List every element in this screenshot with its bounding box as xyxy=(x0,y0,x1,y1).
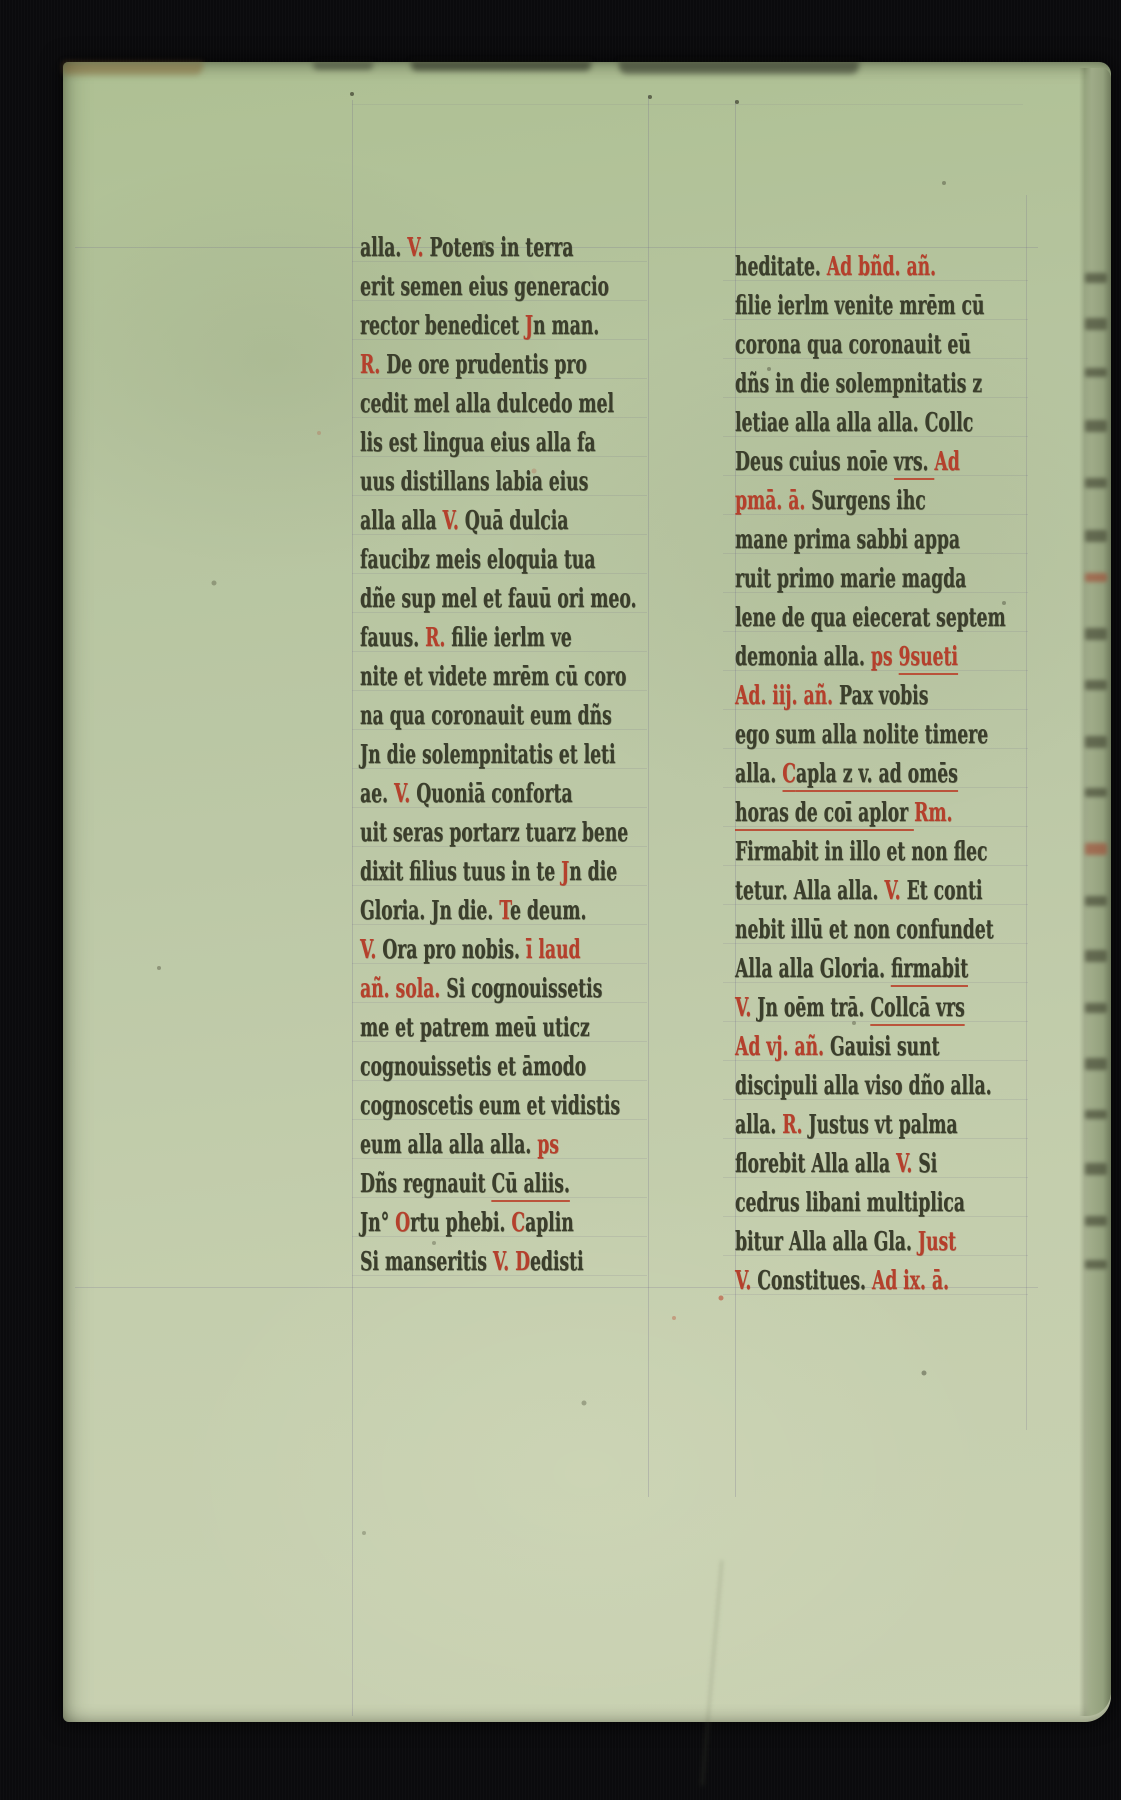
text-line xyxy=(735,951,968,990)
ink-text: heditate. xyxy=(735,252,827,282)
ink-text: Justus vt palma xyxy=(808,1110,958,1140)
text-line xyxy=(735,444,960,483)
rubric-text: ps xyxy=(537,1130,559,1160)
rubric-text: Ad bñd. añ. xyxy=(826,252,937,282)
ink-text: Quoniā conforta xyxy=(416,779,573,809)
ink-text: eum alla alla alla. xyxy=(360,1130,538,1160)
rubric-text: J xyxy=(561,857,570,887)
edge-text-smudge xyxy=(1085,788,1107,797)
text-line xyxy=(360,1088,620,1127)
ink-text: vrs. xyxy=(894,447,935,480)
text-line xyxy=(360,1205,574,1244)
rubric-text: V. xyxy=(492,1247,516,1277)
rubric-text: C xyxy=(511,1208,526,1238)
rubric-text: añ. sola. xyxy=(360,974,447,1004)
rubric-text: V. xyxy=(884,876,907,906)
ink-text: tetur. Alla alla. xyxy=(735,876,885,906)
text-line xyxy=(360,1166,570,1205)
ink-text: alla. xyxy=(735,759,783,789)
ink-text: dñs in die solempnitatis z xyxy=(735,369,983,399)
rubric-text: R. xyxy=(782,1110,809,1140)
ink-text: alla alla xyxy=(360,506,443,536)
rubric-text: Ad. iij. añ. xyxy=(735,681,840,711)
ink-text: cognouissetis et āmodo xyxy=(360,1052,587,1082)
ink-text: filie ierlm ve xyxy=(451,623,572,653)
ink-text: Gauisi sunt xyxy=(829,1032,940,1062)
text-line xyxy=(735,405,973,444)
text-line xyxy=(360,269,609,308)
vertical-ruling xyxy=(1026,195,1027,1430)
text-line xyxy=(360,503,568,542)
top-edge-stain xyxy=(313,62,373,70)
ink-text: apla z v. ad omēs xyxy=(796,759,958,792)
rubric-text: ī laud xyxy=(525,935,581,965)
corner-stain xyxy=(63,62,203,75)
edge-text-smudge xyxy=(1085,1058,1107,1070)
ink-text: lis est lingua eius alla fa xyxy=(360,428,596,458)
text-line xyxy=(360,971,602,1010)
text-line xyxy=(360,386,614,425)
text-line xyxy=(735,1185,965,1224)
rubric-text: V. xyxy=(407,233,430,263)
ink-text: Surgens ihc xyxy=(811,486,926,516)
horizontal-ruling xyxy=(352,104,1023,105)
text-line xyxy=(360,893,586,932)
ink-text: ae. xyxy=(360,779,394,809)
edge-text-smudge xyxy=(1085,1216,1107,1226)
text-line xyxy=(735,1029,939,1068)
ink-text: Deus cuius noīe xyxy=(735,447,894,477)
ink-text: firmabit xyxy=(891,954,968,987)
rubric-text: Just xyxy=(917,1227,957,1257)
edge-text-smudge xyxy=(1085,530,1107,542)
edge-text-smudge xyxy=(1085,368,1107,377)
ink-text: Dñs regnauit xyxy=(360,1169,492,1199)
ink-text: rtu phebi. xyxy=(410,1208,512,1238)
edge-text-smudge xyxy=(1085,1110,1107,1119)
ink-text: letiae alla alla alla. Collc xyxy=(735,408,974,438)
ink-text: edisti xyxy=(530,1247,584,1277)
ink-text: florebit Alla alla xyxy=(735,1149,896,1179)
rubric-text: J xyxy=(524,311,534,341)
ink-text: Gla. xyxy=(873,1227,918,1257)
ink-text: horas de coī aplor xyxy=(735,798,914,831)
text-line xyxy=(735,327,971,366)
ink-text: Si manseritis xyxy=(360,1247,493,1277)
ink-text: lene de qua eiecerat septem xyxy=(735,603,1006,633)
edge-text-smudge xyxy=(1085,736,1107,748)
rubric-text: R. xyxy=(425,623,452,653)
rubric-text: C xyxy=(782,759,796,792)
edge-text-smudge xyxy=(1085,318,1107,330)
text-line xyxy=(360,737,616,776)
text-line xyxy=(735,756,958,795)
text-line xyxy=(735,522,960,561)
ink-text: Et conti xyxy=(906,876,983,906)
ink-text: mane prima sabbi appa xyxy=(735,525,960,555)
text-line xyxy=(360,698,612,737)
text-line xyxy=(735,366,982,405)
text-line xyxy=(360,308,599,347)
vertical-ruling xyxy=(352,100,353,1716)
text-line xyxy=(735,717,988,756)
rubric-text: V. xyxy=(735,993,758,1023)
ink-text: Jn oēm trā. xyxy=(757,993,871,1023)
ink-text: Si xyxy=(918,1149,938,1179)
ink-text: Collcā vrs xyxy=(870,993,964,1026)
ink-text: n die xyxy=(569,857,618,887)
ink-text: corona qua coronauit eū xyxy=(735,330,971,360)
text-line xyxy=(360,542,595,581)
text-line xyxy=(360,581,636,620)
ink-text: alla. xyxy=(735,1110,783,1140)
ink-text: Cū aliis. xyxy=(491,1169,569,1202)
text-line xyxy=(360,1127,559,1166)
edge-text-smudge xyxy=(1085,950,1107,962)
rubric-text: pmā. ā. xyxy=(735,486,812,516)
text-line xyxy=(360,776,572,815)
text-line xyxy=(360,932,580,971)
adjacent-page-edge xyxy=(1079,68,1111,1716)
text-line xyxy=(735,990,965,1029)
ink-text: uus distillans labia eius xyxy=(360,467,589,497)
ink-text: dixit filius tuus in te xyxy=(360,857,562,887)
ink-text: ego sum alla nolite timere xyxy=(735,720,989,750)
pricking-hole xyxy=(350,92,354,96)
ink-text: nite et videte mrēm cū coro xyxy=(360,662,627,692)
ink-text: Jn die solempnitatis et leti xyxy=(360,740,616,770)
rubric-text: V. xyxy=(895,1149,919,1179)
rubric-text: V. xyxy=(393,779,417,809)
rubric-text: Ad vj. añ. xyxy=(735,1032,830,1062)
edge-text-smudge xyxy=(1085,1163,1107,1175)
ink-text: Constitues. xyxy=(757,1266,872,1296)
edge-text-smudge xyxy=(1085,680,1107,690)
ink-text: demonia alla. xyxy=(735,642,871,672)
text-line xyxy=(735,639,958,678)
rubric-text: V. xyxy=(442,506,465,536)
edge-text-smudge xyxy=(1085,843,1107,855)
text-line xyxy=(735,678,928,717)
pricking-hole xyxy=(648,95,652,99)
text-line xyxy=(735,600,1006,639)
edge-text-smudge xyxy=(1085,478,1107,488)
ink-text: Jn° xyxy=(360,1208,396,1238)
ink-text: Si cognouissetis xyxy=(446,974,603,1004)
ink-text: erit semen eius generacio xyxy=(360,272,609,302)
ink-text: cedrus libani multiplica xyxy=(735,1188,965,1218)
text-line xyxy=(735,288,984,327)
ink-text: cognoscetis eum et vidistis xyxy=(360,1091,621,1121)
text-line xyxy=(735,1224,956,1263)
ink-text: Gloria. Jn die. xyxy=(360,896,500,926)
text-line xyxy=(735,795,952,834)
pricking-hole xyxy=(735,100,739,104)
edge-text-smudge xyxy=(1085,896,1107,906)
rubric-text: T xyxy=(499,896,511,926)
manuscript-page xyxy=(63,62,1111,1722)
text-line xyxy=(360,230,573,269)
text-line xyxy=(735,1146,937,1185)
vertical-ruling xyxy=(648,95,649,1497)
rubric-text: Ad xyxy=(934,447,960,477)
text-line xyxy=(360,815,628,854)
text-line xyxy=(360,620,572,659)
ink-text: fauus. xyxy=(360,623,426,653)
ink-text: Firmabit in illo et non flec xyxy=(735,837,988,867)
ink-text: cedit mel alla dulcedo mel xyxy=(360,389,614,419)
rubric-text: D xyxy=(515,1247,531,1277)
ink-text: Quā dulcia xyxy=(464,506,569,536)
text-line xyxy=(735,1107,958,1146)
ink-text: e deum. xyxy=(510,896,587,926)
ink-text: Potens in terra xyxy=(429,233,574,263)
rubric-text: R. xyxy=(360,350,387,380)
ink-text: n man. xyxy=(533,311,600,341)
edge-text-smudge xyxy=(1085,1003,1107,1013)
ink-text: Pax vobis xyxy=(839,681,929,711)
ink-text: Ora pro nobis. xyxy=(382,935,526,965)
text-line xyxy=(360,347,587,386)
edge-text-smudge xyxy=(1085,420,1107,432)
ink-text: filie ierlm venite mrēm cū xyxy=(735,291,985,321)
rubric-text: V. xyxy=(735,1266,758,1296)
edge-text-smudge xyxy=(1085,573,1107,582)
rubric-text: ps xyxy=(870,642,899,672)
text-line xyxy=(360,464,588,503)
rubric-text: Ad ix. ā. xyxy=(871,1266,949,1296)
edge-text-smudge xyxy=(1085,628,1107,640)
ink-text: uit seras portarz tuarz bene xyxy=(360,818,629,848)
text-line xyxy=(360,425,596,464)
page-crease xyxy=(701,1560,723,1785)
ink-text: na qua coronauit eum dñs xyxy=(360,701,612,731)
ink-text: discipuli alla viso dño alla. xyxy=(735,1071,992,1101)
edge-text-smudge xyxy=(1085,273,1107,283)
text-line xyxy=(360,1010,590,1049)
ink-text: faucibz meis eloquia tua xyxy=(360,545,596,575)
ink-text: Alla alla Gloria. xyxy=(735,954,891,984)
ink-text: bitur Alla alla xyxy=(735,1227,874,1257)
rubric-text: 9sueti xyxy=(898,642,957,675)
ink-text: alla. xyxy=(360,233,408,263)
ink-text: dñe sup mel et fauū ori meo. xyxy=(360,584,637,614)
ink-text: De ore prudentis pro xyxy=(386,350,587,380)
ink-text: nebit illū et non confundet xyxy=(735,915,994,945)
text-line xyxy=(735,912,994,951)
text-line xyxy=(735,561,966,600)
text-line xyxy=(735,1263,949,1302)
text-line xyxy=(735,249,936,288)
text-line xyxy=(360,659,626,698)
parchment-specks xyxy=(63,62,65,64)
text-line xyxy=(735,1068,992,1107)
rubric-text: O xyxy=(395,1208,411,1238)
text-line xyxy=(735,483,926,522)
edge-text-smudge xyxy=(1085,1260,1107,1269)
text-line xyxy=(735,873,982,912)
text-line xyxy=(360,1049,586,1088)
rubric-text: V. xyxy=(360,935,383,965)
text-line xyxy=(735,834,987,873)
rubric-text: Rm. xyxy=(914,798,953,828)
top-edge-stain xyxy=(411,61,591,71)
top-edge-stain xyxy=(619,61,859,74)
ink-text: aplin xyxy=(525,1208,574,1238)
text-line xyxy=(360,854,617,893)
ink-text: ruit primo marie magda xyxy=(735,564,967,594)
text-line xyxy=(360,1244,584,1283)
ink-text: me et patrem meū uticz xyxy=(360,1013,590,1043)
ink-text: rector benedicet xyxy=(360,311,525,341)
